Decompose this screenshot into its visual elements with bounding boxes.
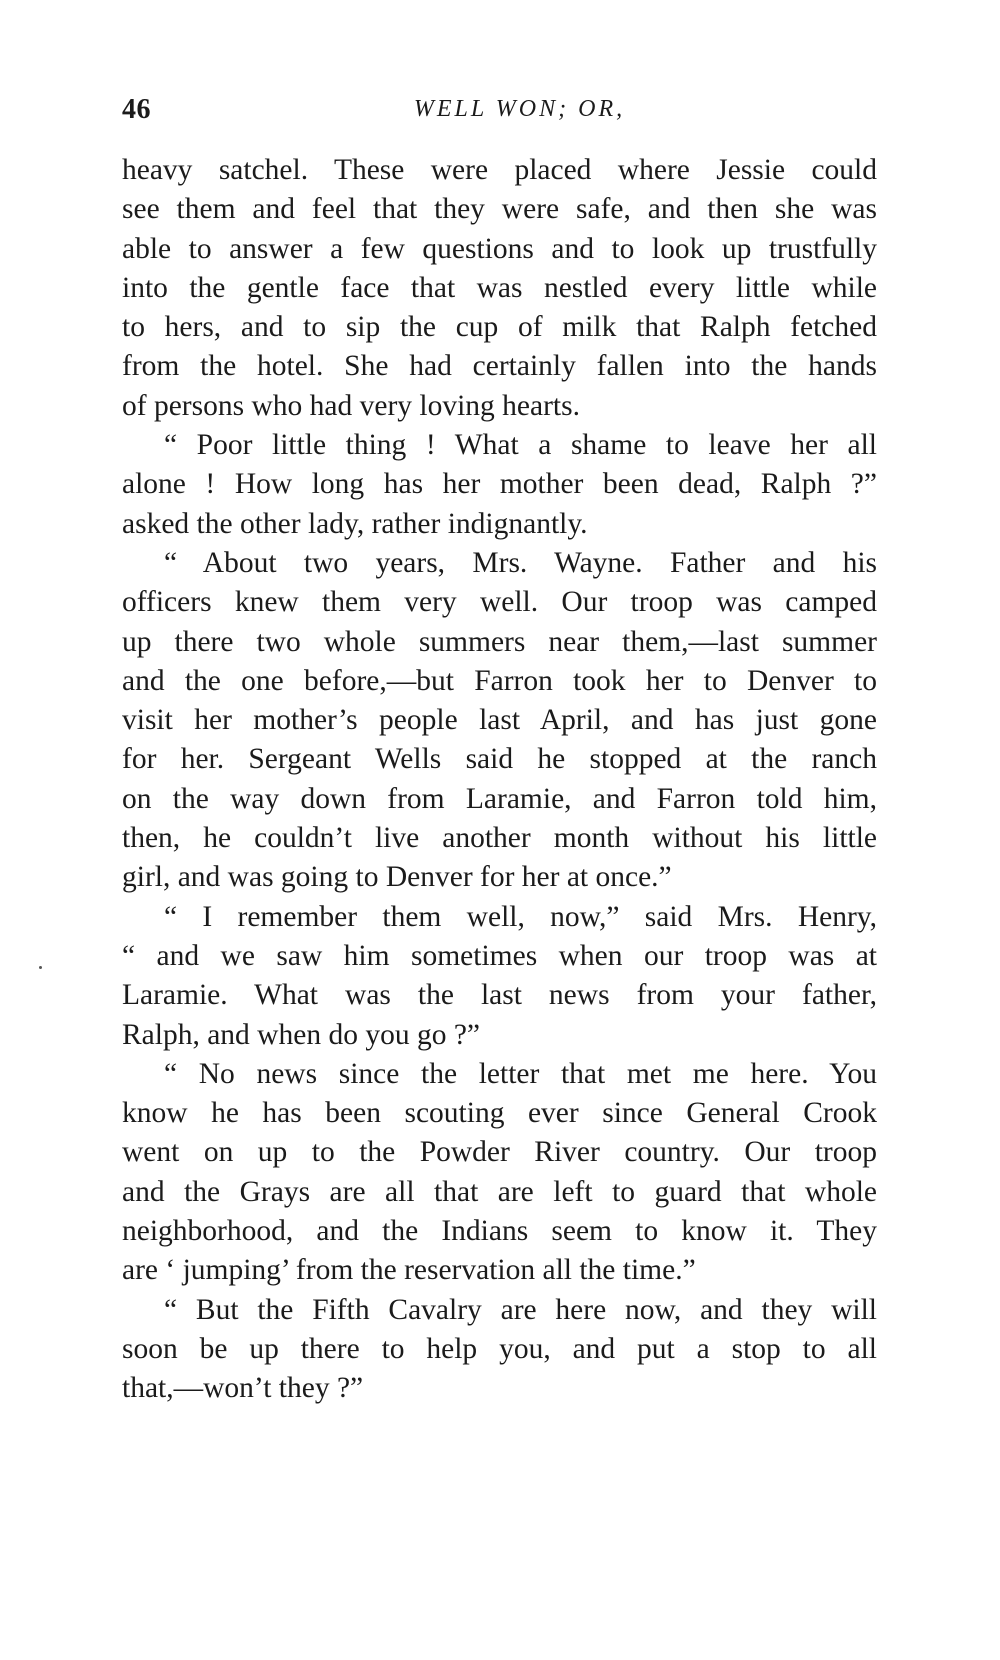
text-line: “ Poor little thing ! What a shame to leave her all [164,429,877,462]
text-line: Laramie. What was the last news from your father, [122,979,877,1012]
text-line: “ But the Fifth Cavalry are here now, and they will [164,1293,877,1326]
page-header [122,94,877,134]
text-line: visit her mother’s people last April, and has just gone [122,704,877,737]
text-line: officers knew them very well. Our troop was camped [122,586,877,619]
text-line: that,—won’t they ?” [122,1372,364,1405]
text-line: for her. Sergeant Wells said he stopped at the ranch [122,743,877,776]
text-line: and the one before,—but Farron took her to Denver to [122,664,877,697]
text-line: “ No news since the letter that met me here. You [164,1057,877,1090]
text-line: up there two whole summers near them,—last summer [122,625,877,658]
text-line: into the gentle face that was nestled every little while [122,271,877,304]
text-line: and the Grays are all that are left to guard that whole [122,1175,877,1208]
text-line: are ‘ jumping’ from the reservation all the time.” [122,1254,696,1287]
text-line: alone ! How long has her mother been dead, Ralph ?” [122,468,877,501]
text-line: then, he couldn’t live another month without his little [122,822,877,855]
text-line: know he has been scouting ever since General Crook [122,1097,877,1130]
text-line: from the hotel. She had certainly fallen into the hands [122,350,877,383]
paper-speck [39,966,42,969]
text-line: Ralph, and when do you go ?” [122,1018,481,1051]
text-line: “ About two years, Mrs. Wayne. Father and his [164,546,877,579]
text-line: soon be up there to help you, and put a stop to all [122,1332,877,1365]
page-number: 46 [122,94,151,125]
text-line: girl, and was going to Denver for her at once.” [122,861,672,894]
text-line: “ and we saw him sometimes when our troop was at [122,939,877,972]
body-text [122,151,877,1409]
text-line: heavy satchel. These were placed where Jessie could [122,154,877,186]
text-line: “ I remember them well, now,” said Mrs. Henry, [164,900,877,933]
text-line: went on up to the Powder River country. Our troop [122,1136,877,1169]
text-line: able to answer a few questions and to look up trustfully [122,232,877,265]
running-head: WELL WON; OR, [413,96,626,122]
text-line: on the way down from Laramie, and Farron told him, [122,782,877,815]
text-line: asked the other lady, rather indignantly. [122,507,588,540]
text-line: neighborhood, and the Indians seem to know it. They [122,1215,877,1248]
text-line: see them and feel that they were safe, and then she was [122,193,877,226]
text-line: of persons who had very loving hearts. [122,389,580,422]
text-line: to hers, and to sip the cup of milk that Ralph fetched [122,311,877,344]
